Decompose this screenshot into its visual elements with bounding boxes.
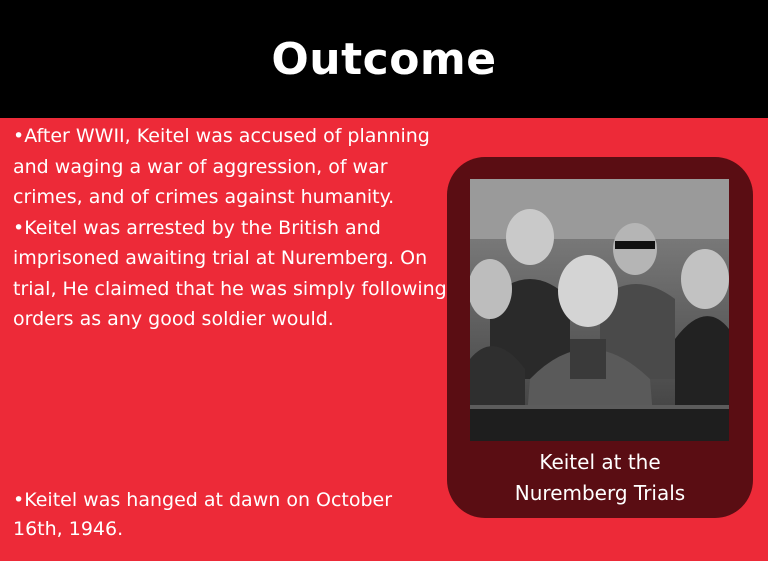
caption-line: Keitel at the bbox=[539, 450, 661, 474]
caption-line: Nuremberg Trials bbox=[514, 481, 686, 505]
bullet-text: Keitel was hanged at dawn on October 16th, 1946. bbox=[13, 489, 393, 540]
bullet-item bbox=[13, 213, 458, 335]
slide-title: Outcome bbox=[271, 33, 497, 85]
bullet-item bbox=[13, 121, 458, 213]
bullet-text: After WWII, Keitel was accused of planning and waging a war of aggression, of war crimes, and of crimes against humanity. bbox=[13, 125, 430, 208]
trial-photo bbox=[470, 179, 729, 441]
bullet-dot: • bbox=[13, 216, 25, 239]
title-bar bbox=[0, 0, 768, 118]
bullet-dot: • bbox=[13, 125, 25, 147]
bullet-text: Keitel was arrested by the British and imprisoned awaiting trial at Nuremberg. On trial, He claimed that he was simply following orders as any good soldier would. bbox=[13, 216, 447, 330]
bullet-item bbox=[13, 486, 443, 544]
bullet-dot: • bbox=[13, 489, 25, 511]
photo-caption bbox=[447, 447, 753, 509]
bullet-list bbox=[13, 121, 458, 335]
photo-card bbox=[447, 157, 753, 518]
trial-photo-image bbox=[470, 179, 729, 441]
